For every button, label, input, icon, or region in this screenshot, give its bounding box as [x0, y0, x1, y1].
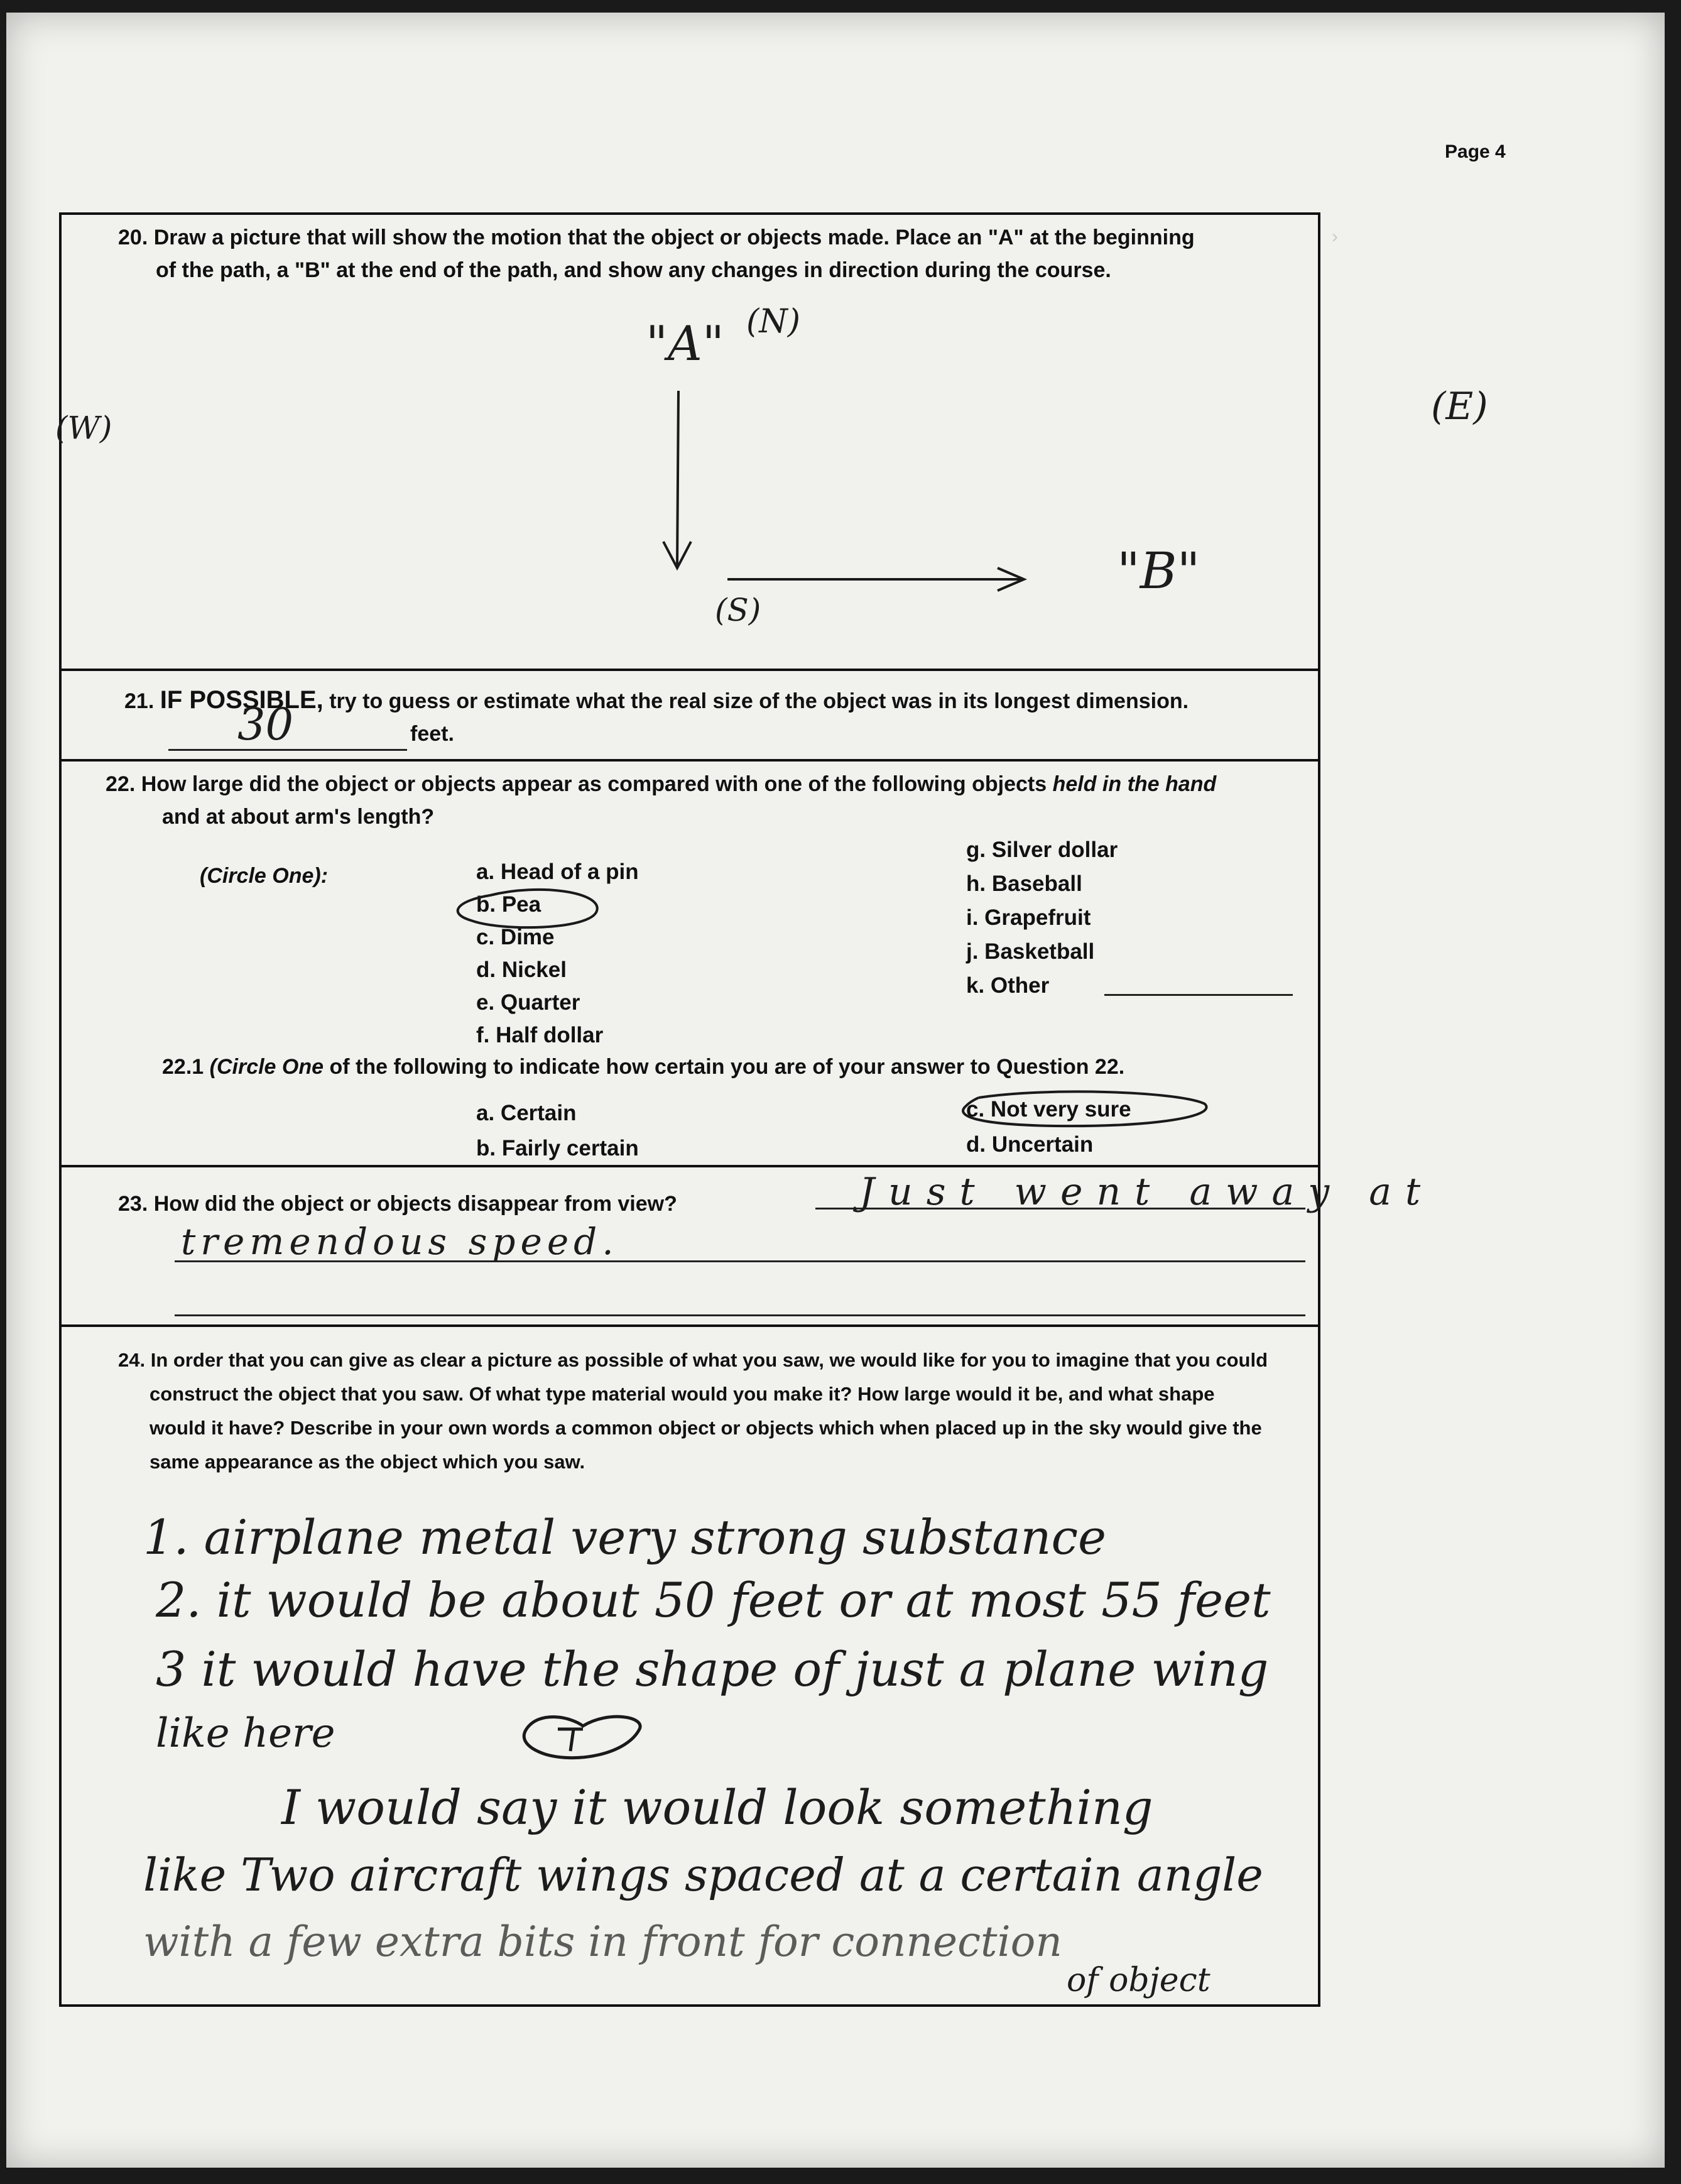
sketch-label-n: (N)	[746, 303, 801, 341]
q22-option-i[interactable]: i. Grapefruit	[966, 905, 1091, 930]
q24-handwritten-answer	[62, 1497, 1318, 1999]
sketch-down-line	[677, 391, 678, 567]
q22-option-e[interactable]: e. Quarter	[476, 990, 580, 1015]
q22-1-option-b[interactable]: b. Fairly certain	[476, 1136, 639, 1160]
q22-1-emphasis: (Circle One	[209, 1055, 324, 1079]
q22-option-a[interactable]: a. Head of a pin	[476, 860, 639, 884]
q22-options-right	[966, 833, 1118, 1003]
sketch-label-e: (E)	[1431, 385, 1488, 429]
q20-sketch-area	[55, 215, 1488, 667]
q24-answer-line-1: 1. airplane metal very strong substance	[143, 1509, 1106, 1565]
q24-answer-line-2: 2. it would be about 50 feet or at most 55 feet	[156, 1572, 1271, 1628]
q22-option-f[interactable]: f. Half dollar	[476, 1023, 604, 1047]
q22-1-selection-circle	[954, 1088, 1217, 1138]
q23-answer-text-1: Just went away at	[859, 1170, 1435, 1214]
q24-text-line1: In order that you can give as clear a picture as possible of what you saw, we would like for you to imagine that you could	[150, 1349, 1268, 1371]
q22-option-j[interactable]: j. Basketball	[966, 939, 1095, 964]
q22-other-line[interactable]	[1104, 994, 1293, 996]
q22-1-option-a[interactable]: a. Certain	[476, 1101, 577, 1125]
sketch-label-a: "A"	[646, 315, 724, 371]
sketch-label-s: (S)	[715, 592, 761, 628]
wing-shape-sketch	[514, 1704, 652, 1773]
q20-text-line1: Draw a picture that will show the motion that the object or objects made. Place an "A" at the beginning	[153, 226, 1195, 249]
q22-1-options-left	[476, 1096, 639, 1166]
q24-answer-line-8: of object	[1067, 1962, 1210, 1999]
divider-q21-q22	[62, 759, 1318, 762]
q22-text-line1: How large did the object or objects appear as compared with one of the following objects	[141, 772, 1047, 796]
q21-answer: 30	[237, 699, 294, 750]
q22-option-c[interactable]: c. Dime	[476, 925, 555, 949]
q24-number: 24.	[118, 1349, 146, 1371]
q22-1-prompt	[162, 1051, 1305, 1083]
q24-text-line3: would it have? Describe in your own words a common object or objects which when placed up in the sky would give the	[150, 1417, 1262, 1439]
q24-answer-line-5: I would say it would look something	[281, 1779, 1153, 1835]
q22-text-emphasis: held in the hand	[1052, 772, 1217, 796]
q22-option-k[interactable]: k. Other	[966, 973, 1050, 998]
q22-option-b[interactable]: b. Pea	[476, 892, 541, 917]
q23-prompt	[118, 1188, 677, 1220]
q21-text: try to guess or estimate what the real size of the object was in its longest dimension.	[329, 689, 1189, 713]
sketch-label-b: "B"	[1117, 542, 1200, 600]
q24-answer-line-6: like Two aircraft wings spaced at a certain angle	[143, 1848, 1263, 1901]
q24-text-line2: construct the object that you saw. Of what type material would you make it? How large would it be, and what shape	[150, 1383, 1215, 1405]
q20-number: 20.	[118, 226, 148, 249]
page-number: Page 4	[1445, 141, 1506, 162]
q22-1-option-d[interactable]: d. Uncertain	[966, 1132, 1094, 1157]
q23-text: How did the object or objects disappear from view?	[153, 1192, 677, 1216]
q24-answer-line-4: like here	[156, 1710, 335, 1757]
q22-option-d[interactable]: d. Nickel	[476, 958, 567, 982]
q21-prompt	[124, 684, 1305, 718]
sketch-label-w: (W)	[55, 410, 112, 446]
q24-answer-line-3: 3 it would have the shape of just a plane wing	[156, 1641, 1269, 1697]
q24-prompt	[118, 1343, 1312, 1479]
q23-number: 23.	[118, 1192, 148, 1216]
divider-q22-q23	[62, 1165, 1318, 1167]
q23-answer-text-2: tremendous speed.	[181, 1220, 619, 1263]
divider-q23-q24	[62, 1324, 1318, 1327]
q22-option-g[interactable]: g. Silver dollar	[966, 838, 1118, 862]
divider-q20-q21	[62, 669, 1318, 671]
questionnaire-box	[55, 212, 1488, 2007]
q20-text-line2: of the path, a "B" at the end of the path, and show any changes in direction during the course.	[156, 258, 1111, 282]
q22-text-line2: and at about arm's length?	[162, 805, 435, 829]
q24-text-line4: same appearance as the object which you saw.	[150, 1451, 585, 1473]
q23-answer-line-3[interactable]	[175, 1314, 1305, 1316]
q22-1-text: of the following to indicate how certain you are of your answer to Question 22.	[329, 1055, 1125, 1079]
form-page	[6, 13, 1665, 2168]
q22-prompt	[106, 768, 1305, 833]
bleed-through-mark: ›	[1332, 226, 1338, 247]
q21-lead: IF POSSIBLE,	[160, 686, 324, 714]
q22-option-h[interactable]: h. Baseball	[966, 871, 1082, 896]
q22-1-number: 22.1	[162, 1055, 204, 1079]
q22-1-option-c[interactable]: c. Not very sure	[966, 1097, 1131, 1122]
q24-answer-line-7: with a few extra bits in front for connection	[143, 1918, 1062, 1966]
q21-number: 21.	[124, 689, 155, 713]
q22-selection-circle	[446, 883, 609, 939]
q22-number: 22.	[106, 772, 136, 796]
q22-instruction: (Circle One):	[200, 864, 329, 888]
q21-unit: feet.	[410, 722, 454, 746]
